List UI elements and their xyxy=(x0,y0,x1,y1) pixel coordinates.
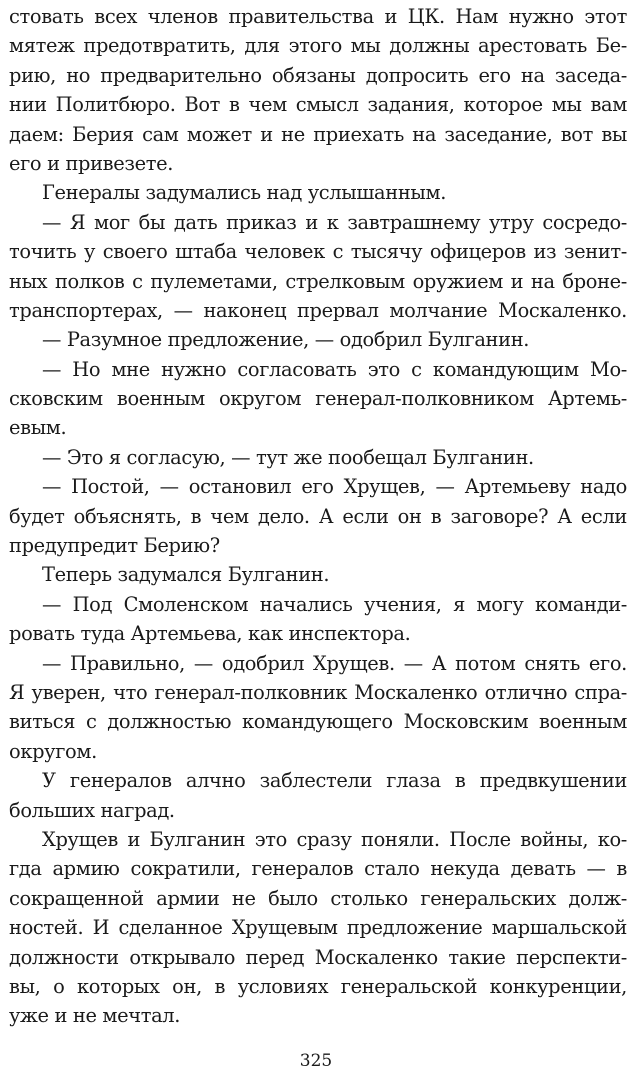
text-line: точить у своего штаба человек с тысячу офицеров из зенит- xyxy=(9,240,627,264)
text-line: вы, о которых он, в условиях генеральской конкуренции, xyxy=(9,974,627,998)
text-line: уже и не мечтал. xyxy=(9,1004,181,1028)
text-line: больших наград. xyxy=(9,798,175,822)
text-line: У генералов алчно заблестели глаза в предвкушении xyxy=(42,769,627,793)
text-line: округом. xyxy=(9,739,97,763)
text-line: должности открывало перед Москаленко такие перспекти- xyxy=(9,945,627,969)
text-line: — Это я согласую, — тут же пообещал Булганин. xyxy=(42,445,534,469)
text-line: даем: Берия сам может и не приехать на заседание, вот вы xyxy=(9,122,627,146)
text-line: сковским военным округом генерал-полковником Артемь- xyxy=(9,387,627,411)
text-line: гда армию сократили, генералов стало некуда девать — в xyxy=(9,857,627,881)
text-line: Хрущев и Булганин это сразу поняли. После войны, ко- xyxy=(42,827,627,851)
text-line: — Но мне нужно согласовать это с командующим Мо- xyxy=(42,357,627,381)
text-line: Я уверен, что генерал-полковник Москаленко отлично спра- xyxy=(9,680,627,704)
text-line: Теперь задумался Булганин. xyxy=(42,563,330,587)
text-line: рию, но предварительно обязаны допросить его на заседа- xyxy=(9,63,627,87)
text-line: евым. xyxy=(9,416,67,440)
text-line: сокращенной армии не было столько генеральских долж- xyxy=(9,886,627,910)
page-number: 325 xyxy=(299,1051,333,1071)
text-line: Генералы задумались над услышанным. xyxy=(42,181,447,205)
text-line: будет объяснять, в чем дело. А если он в заговоре? А если xyxy=(9,504,627,528)
text-line: — Разумное предложение, — одобрил Булганин. xyxy=(42,328,530,352)
body-text xyxy=(9,2,627,1031)
text-line: его и привезете. xyxy=(9,151,174,175)
text-line: мятеж предотвратить, для этого мы должны арестовать Бе- xyxy=(9,34,627,58)
text-line: — Правильно, — одобрил Хрущев. — А потом снять его. xyxy=(42,651,627,675)
text-line: ностей. И сделанное Хрущевым предложение маршальской xyxy=(9,916,627,940)
text-line: ных полков с пулеметами, стрелковым оружием и на броне- xyxy=(9,269,627,293)
text-line: — Под Смоленском начались учения, я могу команди- xyxy=(42,592,627,616)
text-line: — Постой, — остановил его Хрущев, — Артемьеву надо xyxy=(42,475,627,499)
text-line: нии Политбюро. Вот в чем смысл задания, которое мы вам xyxy=(9,93,627,117)
text-line: — Я мог бы дать приказ и к завтрашнему утру сосредо- xyxy=(42,210,627,234)
text-line: стовать всех членов правительства и ЦК. Нам нужно этот xyxy=(9,5,627,28)
text-line: виться с должностью командующего Московским военным xyxy=(9,710,627,734)
text-line: ровать туда Артемьева, как инспектора. xyxy=(9,622,411,646)
text-line: транспортерах, — наконец прервал молчание Москаленко. xyxy=(9,298,627,322)
text-line: предупредит Берию? xyxy=(9,534,220,558)
